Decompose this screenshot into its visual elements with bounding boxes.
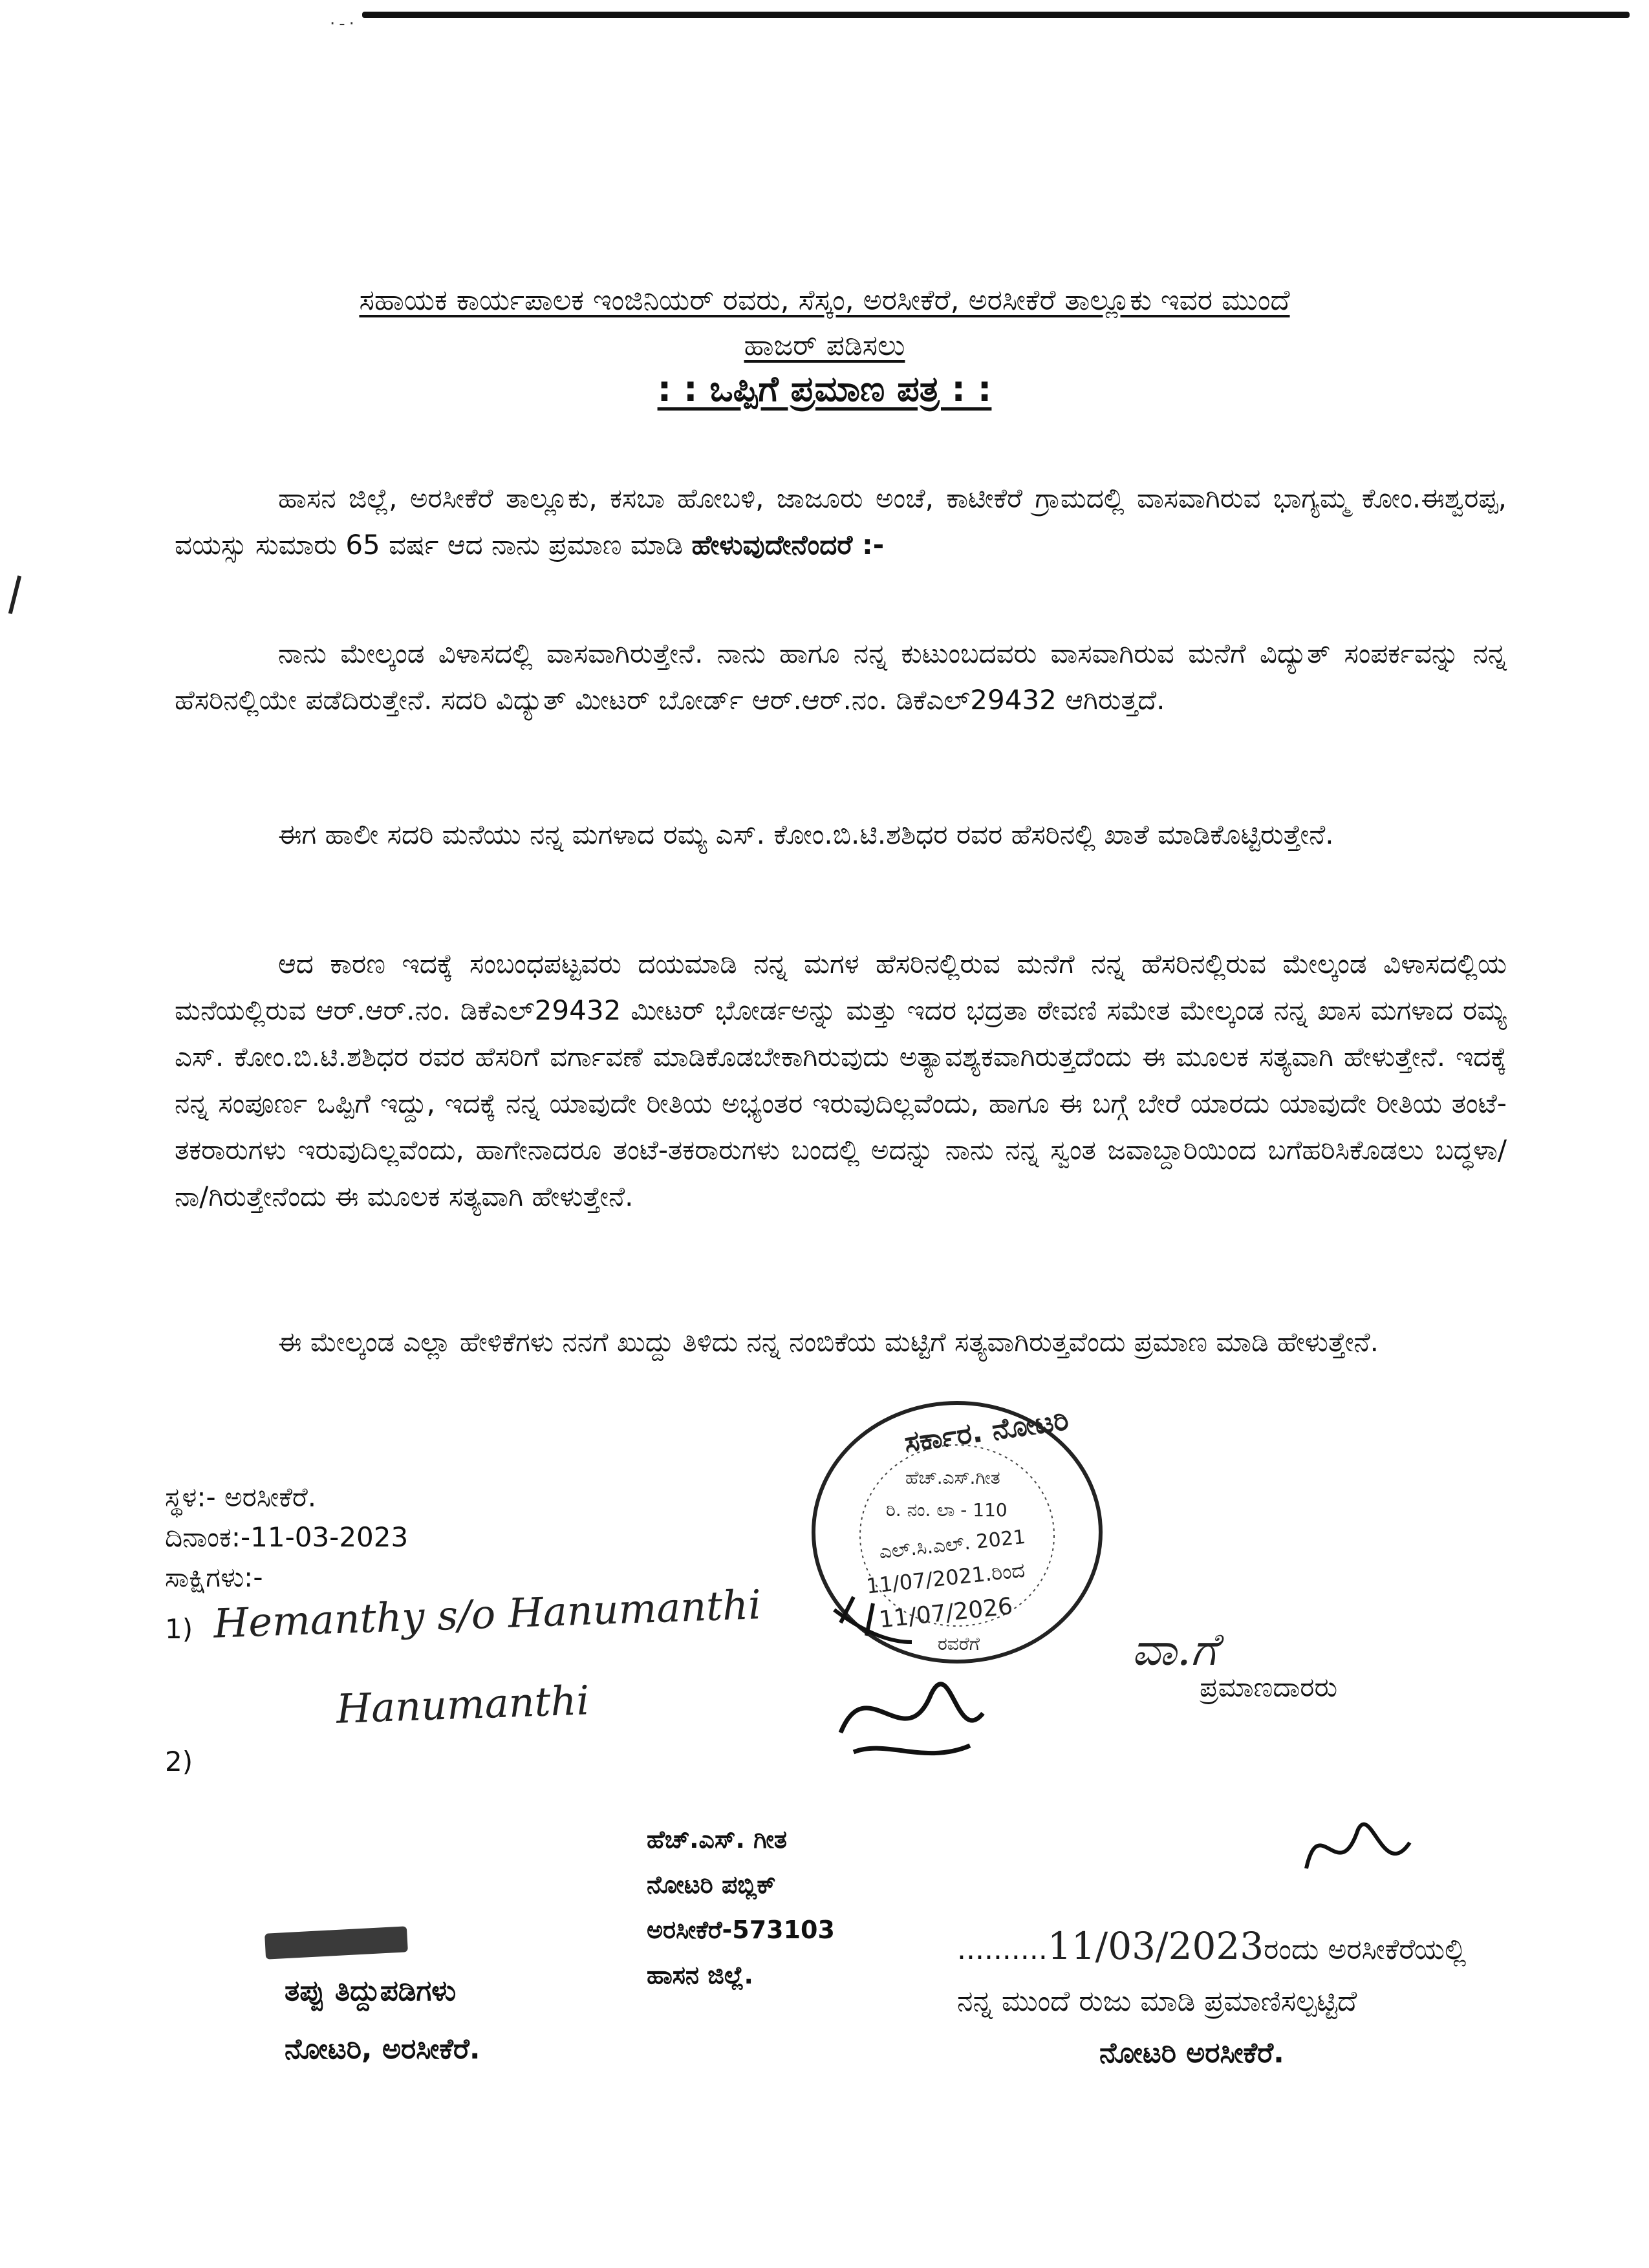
notary-seal [808,1396,1106,1668]
paragraph-1-text: ಹಾಸನ ಜಿಲ್ಲೆ, ಅರಸೀಕೆರೆ ತಾಲ್ಲೂಕು, ಕಸಬಾ ಹೋಬಳಿ, ಜಾಜೂರು ಅಂಚೆ, ಕಾಟೀಕೆರೆ ಗ್ರಾಮದಲ್ಲಿ ವಾಸವಾಗಿರುವ ಭಾಗ್ಯಮ್ಮ ಕೋಂ.ಈಶ್ವರಪ್ಪ, ವಯಸ್ಸು ಸುಮಾರು 65 ವರ್ಷ ಆದ ನಾನು ಪ್ರಮಾಣ ಮಾಡಿ [175,482,1507,561]
paragraph-2 [175,630,1507,723]
redaction-mark [264,1926,408,1959]
witness-1-signature-line-2: Hanumanthi [335,1676,590,1733]
attestation-line-2: ನನ್ನ ಮುಂದೆ ರುಜು ಮಾಡಿ ಪ್ರಮಾಣಿಸಲ್ಪಟ್ಟಿದೆ [957,1985,1357,2018]
attestation-place: ರಂದು ಅರಸೀಕೆರೆಯಲ್ಲಿ [1264,1933,1467,1966]
notary-district: ಹಾಸನ ಜಿಲ್ಲೆ. [647,1961,753,1989]
attestation-line-1 [957,1920,1466,1976]
seal-reg: ರಿ. ನಂ. ಲಾ - 110 [886,1499,1008,1521]
witness-1-number: 1) [165,1613,193,1645]
seal-license: ಎಲ್.ಸಿ.ಎಲ್. 2021 [878,1525,1027,1564]
paragraph-3 [175,811,1507,858]
seal-ring-text: ಸರ್ಕಾರ. ನೋಟರಿ [902,1403,1071,1460]
top-border-line [362,12,1630,18]
notary-title: ನೋಟರಿ ಪಬ್ಲಿಕ್ [647,1870,776,1899]
declarant-signature: ವಾ.ಗೆ [1132,1623,1218,1676]
attestation-date-handwritten: 11/03/2023 [1047,1924,1264,1968]
correction-line-2: ನೋಟರಿ, ಅರಸೀಕೆರೆ. [285,2033,480,2066]
notary-public-stamp [647,1817,835,1998]
seal-to-date: 11/07/2026 [878,1593,1014,1634]
scan-specks: ·-· [330,14,358,34]
place-line: ಸ್ಥಳ:- ಅರಸೀಕೆರೆ. [165,1481,317,1513]
attestation-block [957,1920,1466,2079]
paragraph-1-bold: ಹೇಳುವುದೇನೆಂದರೆ :- [691,529,885,561]
seal-from-date: 11/07/2021.ರಿಂದ [865,1557,1026,1599]
paragraph-2-text: ನಾನು ಮೇಲ್ಕಂಡ ವಿಳಾಸದಲ್ಲಿ ವಾಸವಾಗಿರುತ್ತೇನೆ. ನಾನು ಹಾಗೂ ನನ್ನ ಕುಟುಂಬದವರು ವಾಸವಾಗಿರುವ ಮನೆಗೆ ವಿದ್ಯುತ್ ಸಂಪರ್ಕವನ್ನು ನನ್ನ ಹೆಸರಿನಲ್ಲಿಯೇ ಪಡೆದಿರುತ್ತೇನೆ. ಸದರಿ ವಿದ್ಯುತ್ ಮೀಟರ್ ಬೋರ್ಡ್ ಆರ್.ಆರ್.ನಂ. ಡಿಕೆಎಲ್29432 ಆಗಿರುತ್ತದೆ. [175,637,1507,716]
date-line: ದಿನಾಂಕ:-11-03-2023 [165,1521,409,1553]
attestation-dots: .......... [957,1933,1048,1966]
paragraph-1 [175,475,1507,568]
witness-1-signature: Hemanthy s/o Hanumanthi [212,1581,762,1647]
paragraph-4 [175,941,1507,1220]
heading-line-2: ಹಾಜರ್ ಪಡಿಸಲು [744,329,905,362]
margin-mark [8,575,21,614]
document-title: : : ಒಪ್ಪಿಗೆ ಪ್ರಮಾಣ ಪತ್ರ : : [657,369,992,409]
seal-till: ರವರೆಗೆ [938,1633,980,1654]
notary-name: ಹೆಚ್.ಎಸ್. ಗೀತ [647,1825,787,1854]
place-date-block [165,1477,408,1598]
witnesses-label: ಸಾಕ್ಷಿಗಳು:- [165,1561,263,1593]
notary-initials-scribble [1293,1804,1423,1894]
paragraph-5 [175,1319,1507,1365]
declarant-label: ಪ್ರಮಾಣದಾರರು [1200,1671,1338,1703]
paragraph-5-text: ಈ ಮೇಲ್ಕಂಡ ಎಲ್ಲಾ ಹೇಳಿಕೆಗಳು ನನಗೆ ಖುದ್ದು ತಿಳಿದು ನನ್ನ ನಂಬಿಕೆಯ ಮಟ್ಟಿಗೆ ಸತ್ಯವಾಗಿರುತ್ತವೆಂದು ಪ್ರಮಾಣ ಮಾಡಿ ಹೇಳುತ್ತೇನೆ. [278,1326,1379,1358]
seal-name: ಹೆಚ್.ಎಸ್.ಗೀತ [905,1467,1000,1488]
paragraph-3-text: ಈಗ ಹಾಲೀ ಸದರಿ ಮನೆಯು ನನ್ನ ಮಗಳಾದ ರಮ್ಯ ಎಸ್. ಕೋಂ.ಬಿ.ಟಿ.ಶಶಿಧರ ರವರ ಹೆಸರಿನಲ್ಲಿ ಖಾತೆ ಮಾಡಿಕೊಟ್ಟಿರುತ್ತೇನೆ. [278,818,1334,850]
notary-address: ಅರಸೀಕೆರೆ-573103 [647,1916,835,1944]
paragraph-4-text: ಆದ ಕಾರಣ ಇದಕ್ಕೆ ಸಂಬಂಧಪಟ್ಟವರು ದಯಮಾಡಿ ನನ್ನ ಮಗಳ ಹೆಸರಿನಲ್ಲಿರುವ ಮನೆಗೆ ನನ್ನ ಹೆಸರಿನಲ್ಲಿರುವ ಮೇಲ್ಕಂಡ ವಿಳಾಸದಲ್ಲಿಯ ಮನೆಯಲ್ಲಿರುವ ಆರ್.ಆರ್.ನಂ. ಡಿಕೆಎಲ್29432 ಮೀಟರ್ ಭೋರ್ಡಅನ್ನು ಮತ್ತು ಇದರ ಭದ್ರತಾ ಠೇವಣಿ ಸಮೇತ ಮೇಲ್ಕಂಡ ನನ್ನ ಖಾಸ ಮಗಳಾದ ರಮ್ಯ ಎಸ್. ಕೋಂ.ಬಿ.ಟಿ.ಶಶಿಧರ ರವರ ಹೆಸರಿಗೆ ವರ್ಗಾವಣೆ ಮಾಡಿಕೊಡಬೇಕಾಗಿರುವುದು ಅತ್ಯಾವಶ್ಯಕವಾಗಿರುತ್ತದೆಂದು ಈ ಮೂಲಕ ಸತ್ಯವಾಗಿ ಹೇಳುತ್ತೇನೆ. ಇದಕ್ಕೆ ನನ್ನ ಸಂಪೂರ್ಣ ಒಪ್ಪಿಗೆ ಇದ್ದು, ಇದಕ್ಕೆ ನನ್ನ ಯಾವುದೇ ರೀತಿಯ ಅಭ್ಯಂತರ ಇರುವುದಿಲ್ಲವೆಂದು, ಹಾಗೂ ಈ ಬಗ್ಗೆ ಬೇರೆ ಯಾರದು ಯಾವುದೇ ರೀತಿಯ ತಂಟೆ-ತಕರಾರುಗಳು ಇರುವುದಿಲ್ಲವೆಂದು, ಹಾಗೇನಾದರೂ ತಂಟೆ-ತಕರಾರುಗಳು ಬಂದಲ್ಲಿ ಅದನ್ನು ನಾನು ನನ್ನ ಸ್ವಂತ ಜವಾಬ್ದಾರಿಯಿಂದ ಬಗೆಹರಿಸಿಕೊಡಲು ಬದ್ಧಳಾ/ನಾ/ಗಿರುತ್ತೇನೆಂದು ಈ ಮೂಲಕ ಸತ್ಯವಾಗಿ ಹೇಳುತ್ತೇನೆ. [175,948,1507,1212]
witness-2-number: 2) [165,1746,193,1777]
correction-line-1: ತಪ್ಪು ತಿದ್ದುಪಡಿಗಳು [285,1974,457,2007]
addressee-heading [194,278,1455,369]
heading-line-1: ಸಹಾಯಕ ಕಾರ್ಯಪಾಲಕ ಇಂಜಿನಿಯರ್ ರವರು, ಸೆಸ್ಕಂ, ಅರಸೀಕೆರೆ, ಅರಸೀಕೆರೆ ತಾಲ್ಲೂಕು ಇವರ ಮುಂದೆ [359,284,1290,317]
correction-notary-block [285,1962,480,2079]
attestation-line-3: ನೋಟರಿ ಅರಸೀಕೆರೆ. [1099,2037,1284,2070]
notary-signature-scribble [828,1655,996,1771]
